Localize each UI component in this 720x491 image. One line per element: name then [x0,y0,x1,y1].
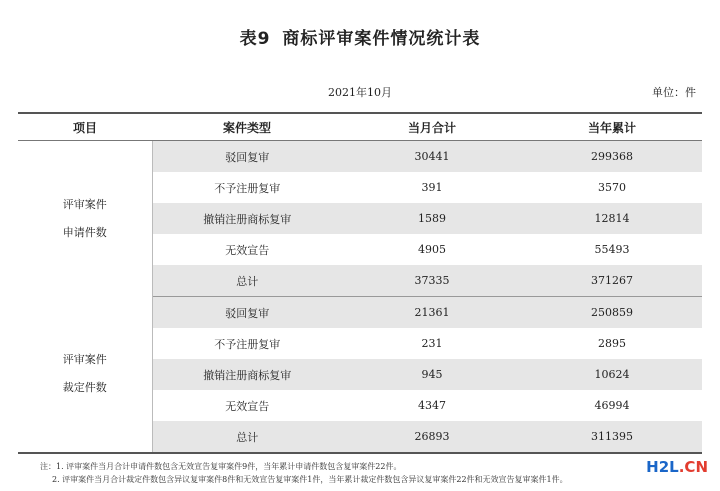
footnote-2: 2. 评审案件当月合计裁定件数包含异议复审案件8件和无效宣告复审案件1件，当年累计裁定件数包含异议复审案件22件和无效宣告复审案件1件。 [52,475,568,484]
year-total-cell: 3570 [598,181,626,194]
table-number: 表9 [239,29,271,49]
month-total-cell: 26893 [342,421,522,453]
unit-label: 单位：件 [652,86,696,99]
year-total-cell: 311395 [522,421,702,453]
case-type-cell: 撤销注册商标复审 [152,203,342,234]
month-total-cell: 945 [342,359,522,390]
footnotes [40,460,568,486]
case-type-cell: 不予注册复审 [214,181,281,195]
year-total-cell: 55493 [594,243,630,256]
year-total-cell: 46994 [594,399,630,412]
group-label-applications: 评审案件 申请件数 [18,141,152,297]
year-total-cell: 250859 [522,297,702,329]
month-total-cell: 1589 [342,203,522,234]
month-total-cell: 4347 [418,399,446,412]
year-total-cell: 2895 [598,337,626,350]
watermark-logo: H2L.CN [646,458,708,476]
year-total-cell: 299368 [522,141,702,173]
case-type-cell: 不予注册复审 [214,337,281,351]
month-total-cell: 37335 [342,265,522,297]
statistics-table [18,112,702,454]
month-total-cell: 4905 [418,243,446,256]
case-type-cell: 无效宣告 [225,243,270,257]
month-total-cell: 231 [421,337,443,350]
header-row [18,113,702,141]
table-title-text: 商标评审案件情况统计表 [282,29,481,49]
month-total-cell: 30441 [342,141,522,173]
footnote-1: 注：1. 评审案件当月合计申请件数包含无效宣告复审案件9件，当年累计申请件数包含复审案件22件。 [40,462,402,471]
month-total-cell: 391 [421,181,443,194]
header-year-total: 当年累计 [522,113,702,141]
year-total-cell: 371267 [522,265,702,297]
case-type-cell: 驳回复审 [152,297,342,329]
case-type-cell: 总计 [152,421,342,453]
case-type-cell: 总计 [152,265,342,297]
month-total-cell: 21361 [342,297,522,329]
table-row [18,141,702,173]
year-total-cell: 10624 [522,359,702,390]
report-date: 2021年10月 [328,86,392,99]
group-label-rulings: 评审案件 裁定件数 [18,297,152,454]
header-month-total: 当月合计 [342,113,522,141]
case-type-cell: 撤销注册商标复审 [152,359,342,390]
case-type-cell: 无效宣告 [225,399,270,413]
header-case-type: 案件类型 [152,113,342,141]
table-row [18,297,702,329]
header-item: 项目 [18,113,152,141]
table-title [0,24,720,49]
case-type-cell: 驳回复审 [152,141,342,173]
year-total-cell: 12814 [522,203,702,234]
